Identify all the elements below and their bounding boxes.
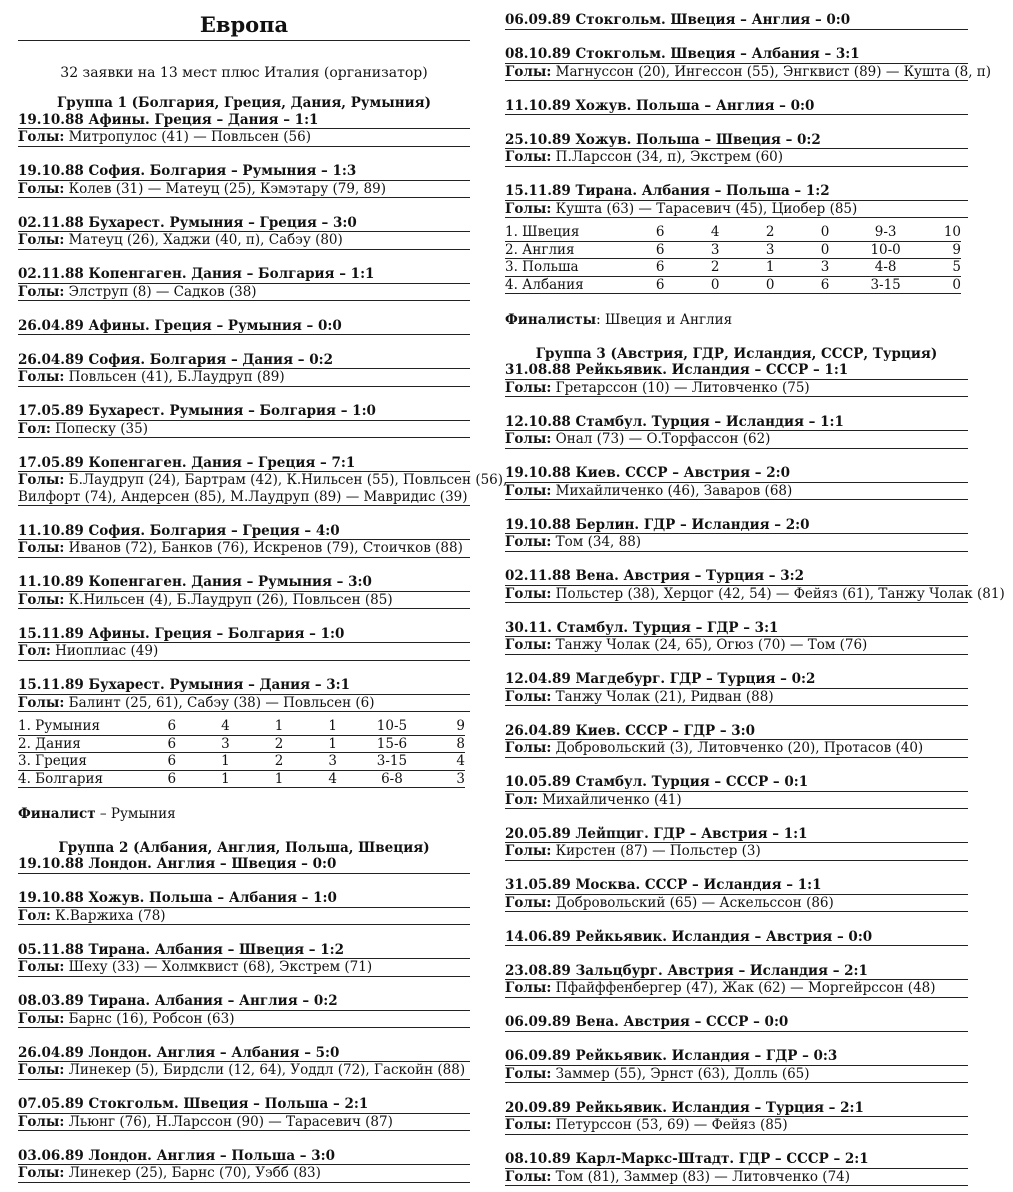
goals-label: Голы:	[505, 843, 552, 859]
match-header: 23.08.89 Зальцбург. Австрия – Исландия – 2:1	[505, 963, 968, 981]
standings-goals: 15-6	[376, 735, 408, 752]
match-goals	[505, 792, 968, 810]
match-header: 15.11.89 Афины. Греция – Болгария – 1:0	[18, 626, 470, 644]
goals-label: Гол:	[505, 791, 538, 808]
goals-text: Петурссон (53, 69) — Фейяз (85)	[555, 1117, 788, 1133]
goals-text: Митропулос (41) — Повльсен (56)	[68, 129, 311, 145]
goals-label: Голы:	[505, 482, 552, 499]
standings-goals: 10-0	[870, 241, 901, 258]
goals-label: Голы:	[18, 232, 65, 248]
standings-wins: 1	[221, 753, 230, 769]
match-header: 02.11.88 Вена. Австрия – Турция – 3:2	[505, 568, 968, 586]
match-header: 02.11.88 Копенгаген. Дания – Болгария – 1:1	[18, 266, 470, 284]
match-goals	[18, 1165, 470, 1183]
goals-label: Голы:	[505, 637, 552, 653]
goals-label: Гол:	[18, 907, 51, 924]
standings-row	[505, 276, 961, 294]
match-header: 11.10.89 София. Болгария – Греция – 4:0	[18, 523, 470, 541]
match-entry	[18, 403, 470, 438]
goals-label: Голы:	[18, 591, 65, 608]
match-goals	[18, 1011, 470, 1029]
match-goals	[505, 1169, 968, 1187]
match-entry	[505, 774, 968, 809]
match-header: 15.11.89 Тирана. Албания – Польша – 1:2	[505, 183, 968, 201]
goals-text: Танжу Чолак (24, 65), Огюз (70) — Том (76)	[555, 637, 868, 653]
goals-text: Магнуссон (20), Ингессон (55), Энгквист (89) — Кушта (8, п)	[555, 63, 992, 80]
standings-row	[505, 259, 961, 277]
match-header: 19.10.88 Лондон. Англия – Швеция – 0:0	[18, 856, 470, 874]
match-goals	[505, 483, 968, 501]
standings-wins: 4	[221, 718, 230, 734]
goals-text: Добровольский (3), Литовченко (20), Протасов (40)	[555, 740, 924, 756]
standings-wins: 2	[710, 259, 720, 275]
match-entry	[505, 963, 968, 998]
match-entry	[505, 877, 968, 912]
goals-text: Иванов (72), Банков (76), Искренов (79), Стоичков (88)	[68, 540, 463, 556]
goals-label: Голы:	[18, 959, 65, 975]
match-header: 20.09.89 Рейкьявик. Исландия – Турция – 2:1	[505, 1100, 968, 1118]
goals-text: Заммер (55), Эрнст (63), Долль (65)	[555, 1065, 810, 1082]
match-goals	[18, 1062, 470, 1080]
match-entry	[18, 993, 470, 1028]
standings-wins: 3	[221, 735, 230, 752]
goals-label: Голы:	[505, 1168, 552, 1185]
finalist-text: : Швеция и Англия	[596, 312, 733, 328]
goals-text: Балинт (25, 61), Сабэу (38) — Повльсен (6)	[68, 694, 375, 711]
match-entry	[505, 1100, 968, 1135]
match-goals	[18, 369, 470, 387]
match-header: 26.04.89 Афины. Греция – Румыния – 0:0	[18, 318, 470, 336]
match-header: 19.10.88 Киев. СССР – Австрия – 2:0	[505, 465, 968, 483]
standings-losses: 3	[820, 259, 830, 275]
goals-label: Голы:	[505, 894, 552, 911]
match-header: 02.11.88 Бухарест. Румыния – Греция – 3:0	[18, 215, 470, 233]
goals-text: Кирстен (87) — Польстер (3)	[555, 843, 761, 859]
goals-label: Голы:	[18, 1062, 65, 1078]
goals-label: Голы:	[505, 1065, 552, 1082]
standings-played: 6	[655, 241, 665, 258]
goals-text: Польстер (38), Херцог (42, 54) — Фейяз (61), Танжу Чолак (81)	[555, 585, 1005, 602]
standings-draws: 2	[274, 735, 284, 752]
standings-team: 3. Греция	[18, 753, 87, 769]
match-list	[18, 856, 470, 1183]
match-goals	[505, 637, 968, 655]
goals-label: Голы:	[18, 472, 65, 488]
goals-text: Том (34, 88)	[555, 534, 642, 550]
goals-label: Голы:	[18, 540, 65, 556]
match-entry	[505, 1014, 968, 1032]
match-entry	[505, 12, 968, 30]
goals-text-continued: Вилфорт (74), Андерсен (85), М.Лаудруп (89) — Мавридис (39)	[18, 488, 468, 505]
match-header: 07.05.89 Стокгольм. Швеция – Польша – 2:1	[18, 1096, 470, 1114]
match-goals	[18, 908, 470, 926]
match-entry	[18, 163, 470, 198]
standings-losses: 6	[820, 276, 830, 293]
standings-played: 6	[167, 718, 177, 734]
match-goals	[505, 980, 968, 998]
match-entry	[18, 1096, 470, 1131]
standings-draws: 2	[765, 224, 775, 240]
match-entry	[18, 626, 470, 661]
match-goals	[505, 585, 1005, 604]
standings-goals: 4-8	[874, 259, 897, 275]
standings-played: 6	[655, 224, 665, 240]
standings-points: 3	[456, 770, 465, 787]
match-header: 25.10.89 Хожув. Польша – Швеция – 0:2	[505, 132, 968, 150]
match-entry	[18, 942, 470, 977]
page-title: Европа	[18, 10, 470, 41]
finalist-line	[505, 312, 968, 329]
standings-row	[18, 718, 465, 735]
match-goals	[18, 421, 470, 439]
match-entry	[505, 414, 968, 449]
goals-text: Матеуц (26), Хаджи (40, п), Сабэу (80)	[68, 232, 343, 248]
goals-text: Танжу Чолак (21), Ридван (88)	[555, 688, 774, 705]
goals-text: Линекер (25), Барнс (70), Уэбб (83)	[68, 1165, 321, 1181]
match-goals	[505, 895, 968, 913]
match-entry	[18, 523, 470, 558]
goals-text: Михайличенко (41)	[542, 791, 682, 808]
match-goals	[505, 63, 992, 82]
goals-text: Льюнг (76), Н.Ларссон (90) — Тарасевич (87)	[68, 1113, 393, 1130]
goals-label: Гол:	[18, 420, 51, 437]
match-header: 08.10.89 Стокгольм. Швеция – Албания – 3:1	[505, 46, 968, 64]
goals-label: Голы:	[505, 379, 552, 396]
match-list	[18, 111, 508, 713]
match-entry	[18, 1045, 470, 1080]
match-entry	[18, 318, 470, 336]
standings-wins: 1	[221, 770, 230, 787]
match-header: 20.05.89 Лейпциг. ГДР – Австрия – 1:1	[505, 826, 968, 844]
goals-text: К.Варжиха (78)	[55, 907, 166, 924]
goals-text: Том (81), Заммер (83) — Литовченко (74)	[555, 1168, 851, 1185]
standings-goals: 6-8	[381, 770, 403, 787]
goals-text: Пфайффенбергер (47), Жак (62) — Моргейрссон (48)	[555, 980, 936, 996]
goals-label: Голы:	[505, 980, 552, 996]
standings-team: 2. Англия	[505, 241, 575, 258]
standings-losses: 4	[328, 770, 337, 787]
page-subtitle: 32 заявки на 13 мест плюс Италия (организатор)	[60, 65, 428, 81]
match-header: 05.11.88 Тирана. Албания – Швеция – 1:2	[18, 942, 470, 960]
match-header: 08.10.89 Карл-Маркс-Штадт. ГДР – СССР – 2:1	[505, 1151, 968, 1169]
match-entry	[18, 890, 470, 925]
goals-text: Барнс (16), Робсон (63)	[68, 1010, 235, 1027]
goals-label: Голы:	[505, 200, 552, 217]
standings-played: 6	[167, 770, 177, 787]
standings-table	[18, 718, 465, 788]
finalist-label: Финалист	[18, 806, 96, 822]
match-entry	[18, 352, 470, 387]
standings-points: 9	[456, 718, 465, 734]
match-goals	[18, 592, 470, 610]
goals-text: Колев (31) — Матеуц (25), Кэмэтару (79, 89)	[68, 180, 386, 197]
match-goals	[505, 689, 968, 707]
standings-points: 5	[952, 259, 961, 275]
goals-label: Голы:	[505, 63, 552, 80]
match-entry	[18, 215, 470, 250]
match-goals	[505, 201, 968, 219]
match-goals	[18, 129, 470, 147]
match-header: 26.04.89 София. Болгария – Дания – 0:2	[18, 352, 470, 370]
standings-losses: 0	[820, 241, 830, 258]
match-header: 30.11. Стамбул. Турция – ГДР – 3:1	[505, 620, 968, 638]
match-goals	[505, 534, 968, 552]
goals-text: Гретарссон (10) — Литовченко (75)	[555, 379, 810, 396]
match-header: 14.06.89 Рейкьявик. Исландия – Австрия – 0:0	[505, 929, 968, 947]
standings-team: 1. Румыния	[18, 718, 100, 734]
standings-losses: 1	[328, 735, 337, 752]
match-header: 26.04.89 Лондон. Англия – Албания – 5:0	[18, 1045, 470, 1063]
match-goals	[505, 740, 968, 758]
match-entry	[18, 677, 470, 712]
match-header: 17.05.89 Копенгаген. Дания – Греция – 7:1	[18, 455, 470, 473]
standings-wins: 0	[710, 276, 720, 293]
standings-row	[18, 753, 465, 771]
goals-label: Голы:	[18, 694, 65, 711]
match-goals	[18, 643, 470, 661]
group-title: Группа 1 (Болгария, Греция, Дания, Румыния)	[56, 95, 432, 111]
goals-text: Добровольский (65) — Аскельссон (86)	[555, 894, 834, 911]
match-entry	[505, 183, 968, 218]
match-header: 12.10.88 Стамбул. Турция – Исландия – 1:1	[505, 414, 968, 432]
standings-losses: 0	[820, 224, 830, 240]
standings-played: 6	[167, 735, 177, 752]
finalist-label: Финалисты	[505, 312, 597, 328]
match-entry	[505, 362, 968, 397]
match-goals	[18, 181, 470, 199]
match-goals	[505, 1066, 968, 1084]
match-goals	[505, 149, 968, 167]
match-goals	[505, 380, 968, 398]
match-entry	[505, 465, 968, 500]
goals-label: Голы:	[505, 431, 552, 447]
standings-draws: 2	[274, 753, 284, 769]
match-goals	[18, 284, 470, 302]
goals-text: Попеску (35)	[55, 420, 148, 437]
match-goals	[505, 431, 968, 449]
goals-label: Голы:	[18, 180, 65, 197]
match-entry	[505, 1048, 968, 1083]
match-entry	[505, 517, 968, 552]
match-goals	[18, 232, 470, 250]
match-header: 19.10.88 Берлин. ГДР – Исландия – 2:0	[505, 517, 968, 535]
match-header: 11.10.89 Копенгаген. Дания – Румыния – 3:0	[18, 574, 470, 592]
match-header: 06.09.89 Рейкьявик. Исландия – ГДР – 0:3	[505, 1048, 968, 1066]
right-column	[505, 12, 1005, 1192]
match-goals	[18, 695, 470, 713]
goals-label: Голы:	[505, 740, 552, 756]
match-header: 06.09.89 Стокгольм. Швеция – Англия – 0:0	[505, 12, 968, 30]
standings-points: 9	[952, 241, 961, 258]
goals-text: Михайличенко (46), Заваров (68)	[555, 482, 793, 499]
standings-goals: 3-15	[376, 753, 408, 769]
goals-label: Голы:	[505, 534, 552, 550]
match-list	[505, 362, 1005, 1186]
match-header: 26.04.89 Киев. СССР – ГДР – 3:0	[505, 723, 968, 741]
match-goals	[505, 1117, 968, 1135]
match-entry	[505, 132, 968, 167]
standings-wins: 4	[710, 224, 720, 240]
match-header: 17.05.89 Бухарест. Румыния – Болгария – 1:0	[18, 403, 470, 421]
standings-team: 4. Болгария	[18, 770, 104, 787]
goals-text: Линекер (5), Бирдсли (12, 64), Уоддл (72), Гаскойн (88)	[68, 1062, 466, 1078]
match-header: 19.10.88 Хожув. Польша – Албания – 1:0	[18, 890, 470, 908]
match-header: 19.10.88 София. Болгария – Румыния – 1:3	[18, 163, 470, 181]
standings-team: 2. Дания	[18, 735, 81, 752]
standings-row	[505, 224, 961, 241]
goals-text: Б.Лаудруп (24), Бартрам (42), К.Нильсен (55), Повльсен (56),	[68, 472, 508, 488]
standings-row	[505, 241, 961, 259]
goals-label: Голы:	[18, 1165, 65, 1181]
standings-draws: 0	[765, 276, 775, 293]
match-header: 10.05.89 Стамбул. Турция – СССР – 0:1	[505, 774, 968, 792]
goals-text: П.Ларссон (34, п), Экстрем (60)	[555, 149, 784, 165]
goals-label: Голы:	[18, 1010, 65, 1027]
match-entry	[18, 574, 470, 609]
standings-draws: 1	[274, 770, 284, 787]
standings-points: 0	[952, 276, 961, 293]
match-entry	[505, 1151, 968, 1186]
standings-played: 6	[167, 753, 177, 769]
left-column	[18, 0, 508, 1189]
match-header: 03.06.89 Лондон. Англия – Польша – 3:0	[18, 1148, 470, 1166]
standings-table	[505, 224, 961, 294]
standings-draws: 3	[765, 241, 775, 258]
match-header: 19.10.88 Афины. Греция – Дания – 1:1	[18, 112, 470, 130]
match-header: 12.04.89 Магдебург. ГДР – Турция – 0:2	[505, 671, 968, 689]
match-entry	[505, 929, 968, 947]
goals-label: Голы:	[505, 585, 552, 602]
standings-losses: 3	[328, 753, 337, 769]
goals-text: Шеху (33) — Холмквист (68), Экстрем (71)	[68, 959, 373, 975]
match-goals	[18, 540, 470, 558]
standings-draws: 1	[274, 718, 284, 734]
standings-goals: 10-5	[376, 718, 408, 734]
standings-points: 8	[456, 735, 465, 752]
standings-played: 6	[655, 276, 665, 293]
match-entry	[18, 856, 470, 874]
goals-label: Голы:	[18, 1113, 65, 1130]
standings-team: 1. Швеция	[505, 224, 580, 240]
goals-label: Гол:	[18, 643, 51, 659]
finalist-line	[18, 806, 470, 823]
match-header: 31.08.88 Рейкьявик. Исландия – СССР – 1:1	[505, 362, 968, 380]
match-goals	[18, 472, 508, 506]
standings-goals: 9-3	[874, 224, 897, 240]
match-entry	[505, 46, 992, 81]
match-header: 11.10.89 Хожув. Польша – Англия – 0:0	[505, 98, 968, 116]
goals-label: Голы:	[18, 369, 65, 385]
goals-text: Кушта (63) — Тарасевич (45), Циобер (85)	[555, 200, 858, 217]
standings-points: 4	[456, 753, 465, 769]
group-title: Группа 2 (Албания, Англия, Польша, Швеция)	[58, 839, 430, 856]
goals-label: Голы:	[18, 129, 65, 145]
goals-text: Онал (73) — О.Торфассон (62)	[555, 431, 771, 447]
standings-goals: 3-15	[870, 276, 901, 293]
match-entry	[18, 1148, 470, 1183]
standings-row	[18, 770, 465, 788]
goals-text: К.Нильсен (4), Б.Лаудруп (26), Повльсен (85)	[68, 591, 393, 608]
goals-text: Ниоплиас (49)	[55, 643, 159, 659]
match-entry	[505, 826, 968, 861]
match-header: 08.03.89 Тирана. Албания – Англия – 0:2	[18, 993, 470, 1011]
match-header: 15.11.89 Бухарест. Румыния – Дания – 3:1	[18, 677, 470, 695]
group-title: Группа 3 (Австрия, ГДР, Исландия, СССР, Турция)	[535, 345, 938, 362]
match-header: 31.05.89 Москва. СССР – Исландия – 1:1	[505, 877, 968, 895]
match-entry	[18, 266, 470, 301]
match-goals	[18, 959, 470, 977]
standings-played: 6	[655, 259, 665, 275]
goals-label: Голы:	[18, 283, 65, 300]
match-entry	[505, 620, 968, 655]
goals-text: Элструп (8) — Садков (38)	[68, 283, 257, 300]
match-list	[505, 12, 992, 218]
standings-team: 4. Албания	[505, 276, 584, 293]
standings-losses: 1	[328, 718, 337, 734]
goals-label: Голы:	[505, 1117, 552, 1133]
standings-team: 3. Польша	[505, 259, 579, 275]
match-entry	[505, 723, 968, 758]
match-entry	[18, 454, 508, 507]
match-entry	[505, 671, 968, 706]
finalist-text: – Румыния	[95, 806, 176, 822]
standings-row	[18, 735, 465, 753]
match-entry	[505, 568, 1005, 603]
standings-draws: 1	[765, 259, 775, 275]
standings-points: 10	[943, 224, 961, 240]
goals-label: Голы:	[505, 688, 552, 705]
match-entry	[18, 112, 470, 147]
standings-wins: 3	[710, 241, 720, 258]
match-entry	[505, 98, 968, 116]
match-header: 06.09.89 Вена. Австрия – СССР – 0:0	[505, 1014, 968, 1032]
goals-text: Повльсен (41), Б.Лаудруп (89)	[68, 369, 285, 385]
match-goals	[18, 1114, 470, 1132]
match-goals	[505, 843, 968, 861]
goals-label: Голы:	[505, 149, 552, 165]
